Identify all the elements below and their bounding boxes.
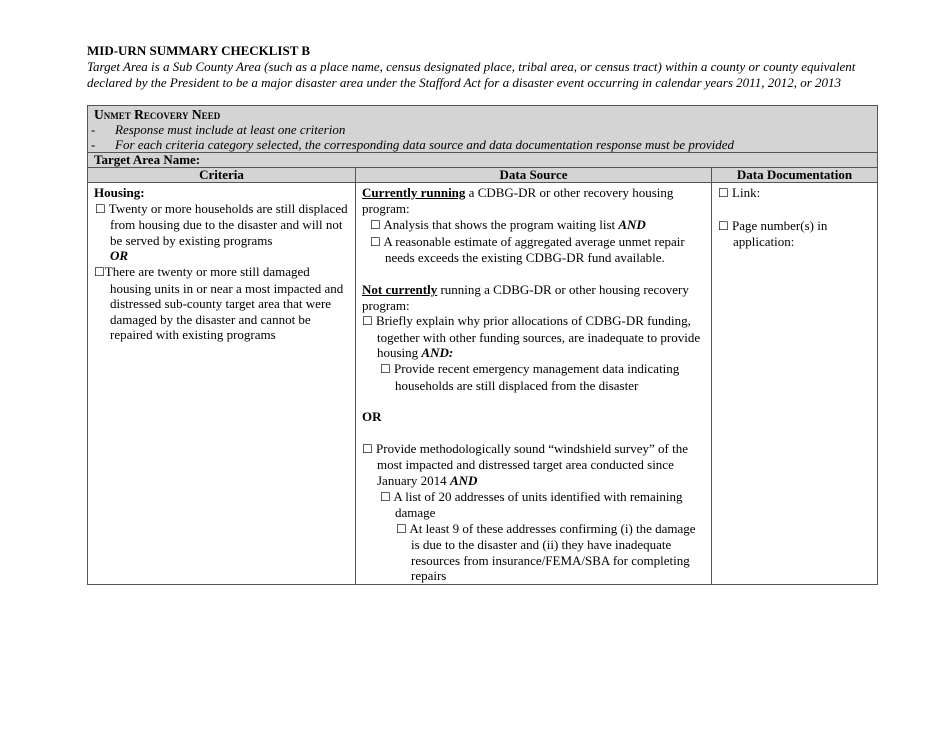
column-header-criteria: Criteria <box>88 168 356 183</box>
criteria-category: Housing: <box>94 185 145 200</box>
running-paragraph: Currently running a CDBG-DR or other recovery housing program: <box>362 185 674 216</box>
column-header-data-documentation: Data Documentation <box>712 168 878 183</box>
data-source-item: ☐ A reasonable estimate of aggregated average unmet repair needs exceeds the existing CDBG-DR fund available. <box>370 233 685 266</box>
not-running-paragraph: Not currently running a CDBG-DR or other housing recovery program: <box>362 281 689 313</box>
documentation-link-item: ☐ Link: <box>718 185 761 200</box>
data-source-item: ☐ At least 9 of these addresses confirming (i) the damage is due to the disaster and (ii) they have inadequate resources from insurance/FEMA/SBA for completing repairs <box>396 520 696 584</box>
checkbox-icon[interactable]: ☐ <box>362 441 373 456</box>
checkbox-icon[interactable]: ☐ <box>718 186 729 200</box>
data-source-item: ☐ Briefly explain why prior allocations of CDBG-DR funding, together with other funding sources, are inadequate to provide housing AND: <box>362 313 701 361</box>
data-source-cell <box>356 183 712 585</box>
checkbox-icon[interactable]: ☐ <box>94 264 105 279</box>
note-text: Response must include at least one criterion <box>115 122 346 137</box>
data-documentation-cell <box>712 183 878 585</box>
data-source-item: ☐ A list of 20 addresses of units identified with remaining damage <box>380 488 683 521</box>
data-source-item: ☐ Analysis that shows the program waiting list AND <box>370 217 646 233</box>
criteria-item: ☐There are twenty or more still damaged housing units in or near a most impacted and distressed sub-county target area that were damaged by the disaster and cannot be repaired with existing programs <box>94 263 344 343</box>
doc-title: MID-URN SUMMARY CHECKLIST B <box>87 43 311 58</box>
target-area-name-row[interactable] <box>88 153 878 168</box>
criteria-item: ☐ Twenty or more households are still displaced from housing due to the disaster and will not be served by existing programs <box>95 200 348 248</box>
target-area-label: Target Area Name: <box>94 152 201 167</box>
data-source-item: ☐ Provide methodologically sound “windshield survey” of the most impacted and distressed target area conducted since January 2014 AND <box>362 440 688 488</box>
note-line: - For each criteria category selected, the corresponding data source and data documentation response must be provided <box>91 137 735 152</box>
checkbox-icon[interactable]: ☐ <box>380 489 391 504</box>
checkbox-icon[interactable]: ☐ <box>95 201 106 216</box>
checkbox-icon[interactable]: ☐ <box>718 218 729 233</box>
column-header-data-source: Data Source <box>356 168 712 183</box>
checkbox-icon[interactable]: ☐ <box>370 234 381 249</box>
checklist-table <box>87 105 878 585</box>
note-line: - Response must include at least one criterion <box>91 122 346 137</box>
section-heading: Unmet Recovery Need <box>94 107 221 122</box>
documentation-page-item: ☐ Page number(s) in application: <box>718 217 828 250</box>
data-source-or: OR <box>362 409 382 425</box>
criteria-or: OR <box>110 248 129 264</box>
criteria-cell <box>88 183 356 585</box>
checkbox-icon[interactable]: ☐ <box>380 361 391 376</box>
doc-subtitle: Target Area is a Sub County Area (such as a place name, census designated place, tribal area, or census tract) within a county or county equivalent declared by the President to be a major disaster area under the Stafford Act for a disaster event occurring in calendar years 2011, 2012, or 2013 <box>87 59 856 90</box>
checkbox-icon[interactable]: ☐ <box>370 218 381 233</box>
note-text: For each criteria category selected, the corresponding data source and data documentation response must be provided <box>115 137 735 152</box>
checkbox-icon[interactable]: ☐ <box>362 314 373 329</box>
checkbox-icon[interactable]: ☐ <box>396 521 407 536</box>
section-header <box>88 106 878 153</box>
data-source-item: ☐ Provide recent emergency management data indicating households are still displaced from the disaster <box>380 360 680 393</box>
